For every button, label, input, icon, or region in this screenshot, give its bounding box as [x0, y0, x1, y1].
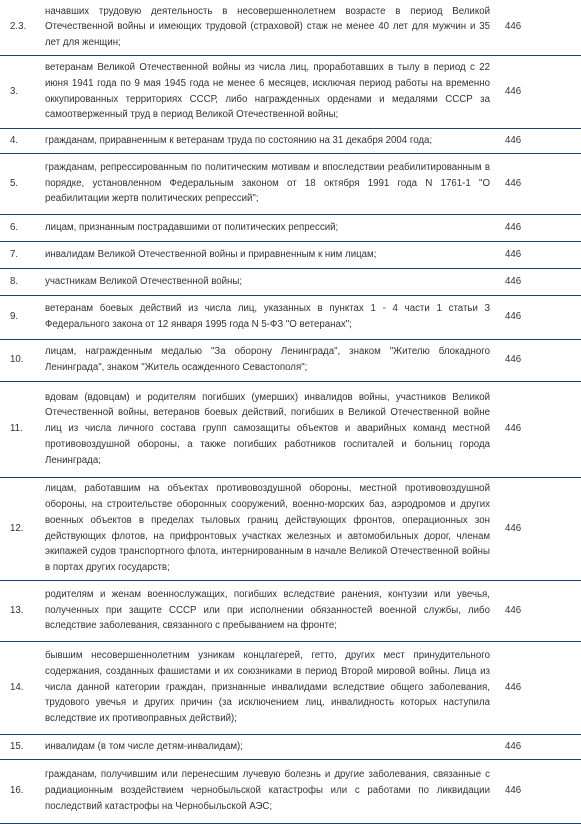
table-row: [0, 214, 581, 241]
row-text: вдовам (вдовцам) и родителям погибших (умерших) инвалидов войны, участников Великой Отечественной войны, ветеранов боевых действий, погибших в Великой Отечественной войне лиц из числа личного состава групп самозащиты объектов и аварийных команд местной противовоздушной обороны, а также погибших работников госпиталей и больниц города Ленинграда;: [37, 381, 494, 477]
row-text: гражданам, репрессированным по политическим мотивам и впоследствии реабилитированным в порядке, установленном Федеральным законом от 18 октября 1991 года N 1761-1 "О реабилитации жертв политических репрессий";: [37, 153, 494, 214]
row-number: 10.: [0, 339, 37, 381]
row-text: гражданам, получившим или перенесшим лучевую болезнь и другие заболевания, связанные с радиационным воздействием чернобыльской катастрофы или с работами по ликвидации последствий катастрофы на Чернобыльской АЭС;: [37, 759, 494, 823]
row-text: бывшим несовершеннолетним узникам концлагерей, гетто, других мест принудительного содержания, созданных фашистами и их союзниками в период Второй мировой войны. Лица из числа данной категории граждан, признанные инвалидами вследствие общего заболевания, трудового увечья и других причин (за исключением лиц, инвалидность которых наступила вследствие их противоправных действий);: [37, 641, 494, 734]
row-number: 13.: [0, 580, 37, 641]
row-text: инвалидам Великой Отечественной войны и приравненным к ним лицам;: [37, 241, 494, 268]
table-row: [0, 339, 581, 381]
row-number: 12.: [0, 477, 37, 580]
row-number: 7.: [0, 241, 37, 268]
row-code: 446: [494, 295, 581, 339]
row-text: лицам, признанным пострадавшими от политических репрессий;: [37, 214, 494, 241]
row-text: инвалидам (в том числе детям-инвалидам);: [37, 734, 494, 759]
row-number: 5.: [0, 153, 37, 214]
row-code: 446: [494, 580, 581, 641]
table-row: [0, 641, 581, 734]
row-number: 4.: [0, 128, 37, 153]
table-row: [0, 580, 581, 641]
row-code: 446: [494, 153, 581, 214]
row-code: 446: [494, 214, 581, 241]
row-code: 446: [494, 734, 581, 759]
table-row: [0, 381, 581, 477]
row-number: 14.: [0, 641, 37, 734]
table-row: [0, 241, 581, 268]
row-code: 446: [494, 241, 581, 268]
row-code: 446: [494, 381, 581, 477]
row-code: 446: [494, 641, 581, 734]
row-number: 16.: [0, 759, 37, 823]
table-row: [0, 268, 581, 295]
table-row: [0, 734, 581, 759]
table-row: [0, 295, 581, 339]
table-row: [0, 128, 581, 153]
table-row: [0, 477, 581, 580]
row-text: лицам, работавшим на объектах противовоздушной обороны, местной противовоздушной обороны, на строительстве оборонных сооружений, военно-морских баз, аэродромов и других военных объектов в пределах тыловых границ действующих фронтов, операционных зон действующих флотов, на прифронтовых участках железных и автомобильных дорог, членам экипажей судов транспортного флота, интернированным в начале Великой Отечественной войны в портах других государств;: [37, 477, 494, 580]
row-text: лицам, награжденным медалью "За оборону Ленинграда", знаком "Жителю блокадного Ленинграда", знаком "Житель осажденного Севастополя";: [37, 339, 494, 381]
row-number: 8.: [0, 268, 37, 295]
row-text: ветеранам боевых действий из числа лиц, указанных в пунктах 1 - 4 части 1 статьи 3 Федерального закона от 12 января 1995 года N 5-ФЗ "О ветеранах";: [37, 295, 494, 339]
row-code: 446: [494, 55, 581, 128]
row-number: 9.: [0, 295, 37, 339]
row-text: начавших трудовую деятельность в несовершеннолетнем возрасте в период Великой Отечественной войны и имеющих трудовой (страховой) стаж не менее 40 лет для мужчин и 35 лет для женщин;: [37, 0, 494, 55]
table-row: [0, 153, 581, 214]
row-number: 3.: [0, 55, 37, 128]
row-code: 446: [494, 477, 581, 580]
table-row: [0, 759, 581, 823]
row-code: 446: [494, 128, 581, 153]
table-row: [0, 55, 581, 128]
row-number: 6.: [0, 214, 37, 241]
row-code: 446: [494, 0, 581, 55]
row-number: 11.: [0, 381, 37, 477]
row-text: родителям и женам военнослужащих, погибших вследствие ранения, контузии или увечья, полученных при защите СССР или при исполнении обязанностей военной службы, либо вследствие заболевания, связанного с пребыванием на фронте;: [37, 580, 494, 641]
row-number: 2.3.: [0, 0, 37, 55]
row-number: 15.: [0, 734, 37, 759]
row-text: участникам Великой Отечественной войны;: [37, 268, 494, 295]
table-row: [0, 0, 581, 55]
row-code: 446: [494, 268, 581, 295]
row-code: 446: [494, 339, 581, 381]
row-text: ветеранам Великой Отечественной войны из числа лиц, проработавших в тылу в период с 22 июня 1941 года по 9 мая 1945 года не менее 6 месяцев, исключая период работы на временно оккупированных территориях СССР, либо награжденных орденами и медалями СССР за самоотверженный труд в период Великой Отечественной войны;: [37, 55, 494, 128]
row-text: гражданам, приравненным к ветеранам труда по состоянию на 31 декабря 2004 года;: [37, 128, 494, 153]
row-code: 446: [494, 759, 581, 823]
